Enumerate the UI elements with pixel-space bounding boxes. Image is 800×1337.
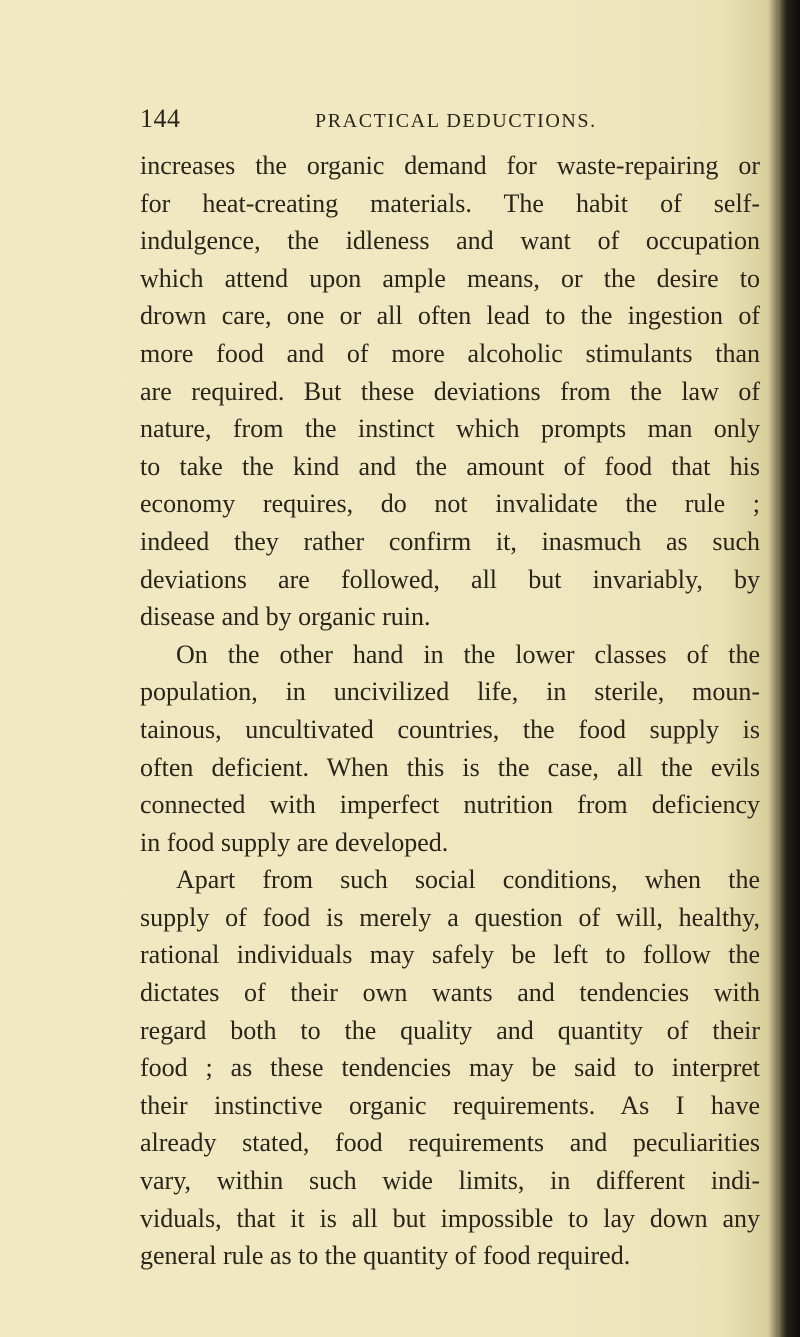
- text-line: which attend upon ample means, or the desire to: [140, 263, 760, 293]
- text-line: more food and of more alcoholic stimulants than: [140, 338, 760, 368]
- text-line: are required. But these deviations from the law of: [140, 376, 760, 406]
- text-line: viduals, that it is all but impossible to lay down any: [140, 1203, 760, 1233]
- text-line: indeed they rather confirm it, inasmuch as such: [140, 526, 760, 556]
- text-line: increases the organic demand for waste-repairing or: [140, 151, 760, 180]
- paragraph-end-line: general rule as to the quantity of food required.: [140, 1241, 631, 1271]
- text-line: population, in uncivilized life, in sterile, moun-: [140, 677, 760, 707]
- text-line: food ; as these tendencies may be said to interpret: [140, 1053, 760, 1083]
- text-line: drown care, one or all often lead to the ingestion of: [140, 301, 760, 331]
- text-line: for heat-creating materials. The habit of self-: [140, 188, 760, 218]
- book-spine-shadow: [778, 0, 800, 1337]
- text-line: tainous, uncultivated countries, the food supply is: [140, 714, 760, 744]
- text-line: deviations are followed, all but invariably, by: [140, 564, 760, 594]
- text-line: their instinctive organic requirements. As I have: [140, 1090, 760, 1120]
- paragraph-start-line: Apart from such social conditions, when the: [176, 865, 760, 895]
- text-line: vary, within such wide limits, in different indi-: [140, 1166, 760, 1196]
- text-line: to take the kind and the amount of food that his: [140, 451, 760, 481]
- text-line: already stated, food requirements and peculiarities: [140, 1128, 760, 1158]
- text-line: indulgence, the idleness and want of occupation: [140, 226, 760, 256]
- text-line: regard both to the quality and quantity of their: [140, 1015, 760, 1045]
- text-line: supply of food is merely a question of will, healthy,: [140, 902, 760, 932]
- text-line: nature, from the instinct which prompts man only: [140, 414, 760, 444]
- body-text: [140, 147, 760, 1275]
- paragraph-end-line: in food supply are developed.: [140, 827, 449, 857]
- text-line: rational individuals may safely be left to follow the: [140, 940, 760, 970]
- page-header: [140, 104, 760, 140]
- paragraph-end-line: disease and by organic ruin.: [140, 602, 431, 632]
- text-line: economy requires, do not invalidate the rule ;: [140, 489, 760, 519]
- page-number: 144: [140, 104, 181, 133]
- text-line: often deficient. When this is the case, all the evils: [140, 752, 760, 782]
- paragraph-start-line: On the other hand in the lower classes of the: [176, 639, 760, 669]
- text-line: dictates of their own wants and tendencies with: [140, 978, 760, 1008]
- text-line: connected with imperfect nutrition from deficiency: [140, 790, 760, 820]
- running-head: PRACTICAL DEDUCTIONS.: [315, 110, 597, 132]
